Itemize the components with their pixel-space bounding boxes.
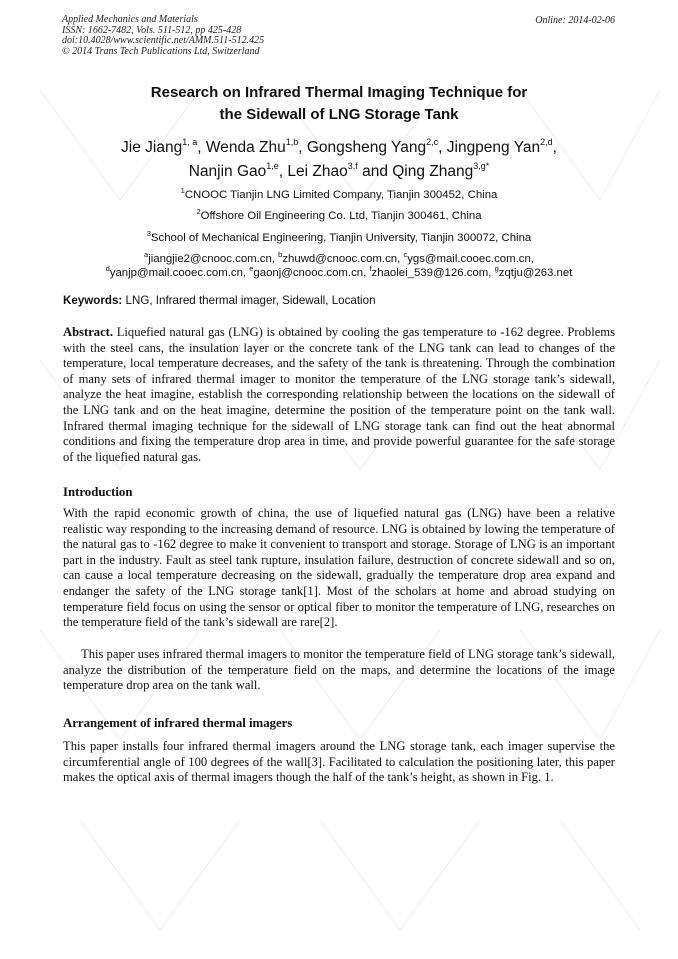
keywords-label: Keywords: — [63, 294, 123, 307]
introduction-paragraph-1: With the rapid economic growth of china, the use of liquefied natural gas (LNG) have been a relative realistic way responding to the increasing demand of resource. LNG is obtained by lowing the temperature of the natural gas to -162 degree to make it convenient to transport and storage. Storage of LNG is an important part in the industry. Fault as steel tank rupture, insulation failure, destruction of concrete sidewall and so on, can cause a local temperature decreasing on the sidewall, gradually the temperature drop area expand and endanger the safety of the LNG storage tank[1]. Most of the scholars at home and abroad studying on temperature field focus on using the sensor or optical fiber to monitor the temperature of LNG, researches on the temperature field of the tank’s sidewall are rare[2]. — [63, 506, 615, 630]
author-name: Qing Zhang — [392, 163, 474, 180]
author-name: Nanjin Gao — [188, 163, 267, 180]
introduction-heading: Introduction — [63, 485, 133, 499]
keywords-text: LNG, Infrared thermal imager, Sidewall, Location — [122, 294, 376, 307]
journal-name: Applied Mechanics and Materials — [62, 14, 198, 25]
email-list — [0, 252, 678, 280]
doi-line: doi:10.4028/www.scientific.net/AMM.511-512.425 — [62, 35, 265, 46]
affiliation-2: $^2$Offshore Oil Engineering Co. Ltd, Tianjin 300461, China — [196, 207, 482, 222]
email-address: zqtju@263.net — [498, 267, 573, 279]
email-address: zhaolei_539@126.com, — [371, 267, 495, 279]
author-affiliation-mark: 1,b — [285, 137, 299, 147]
author-affiliation-mark: 1,e — [266, 161, 279, 171]
abstract-label: Abstract. — [63, 325, 114, 339]
author-line-1: Jie Jiang$^{1, a}$, Wenda Zhu$^{1,b}$, Gongsheng Yang$^{2,c}$, Jingpeng Yan$^{2,d}$, — [121, 137, 557, 156]
copyright-line: © 2014 Trans Tech Publications Ltd, Switzerland — [62, 45, 260, 57]
author-list — [0, 136, 678, 184]
abstract-paragraph — [63, 325, 615, 465]
author-affiliation-mark: 3,g* — [473, 161, 490, 171]
author-affiliation-mark: 1, a — [182, 137, 198, 147]
title-line-1: Research on Infrared Thermal Imaging Technique for — [150, 84, 528, 101]
author-line-2: Nanjin Gao$^{1,e}$, Lei Zhao$^{3,f}$ and Qing Zhang$^{3,g*}$ — [188, 161, 490, 180]
author-name: Jingpeng Yan — [446, 139, 541, 156]
introduction-paragraph-2: This paper uses infrared thermal imagers to monitor the temperature field of LNG storage tank’s sidewall, analyze the distribution of the temperature field on the maps, and determine the locations of the image temperature drop area on the tank wall. — [63, 647, 615, 693]
author-name: Wenda Zhu — [205, 139, 286, 156]
author-affiliation-mark: 3,f — [347, 161, 358, 171]
affiliation-1: $^1$CNOOC Tianjin LNG Limited Company, Tianjin 300452, China — [180, 186, 498, 201]
email-line-1: $^a$jiangjie2@cnooc.com.cn, $^b$zhuwd@cnooc.com.cn, $^c$ygs@mail.cooec.com.cn, — [144, 250, 534, 265]
arrangement-paragraph-1: This paper installs four infrared thermal imagers around the LNG storage tank, each imager supervise the circumferential angle of 100 degrees of the wall[3]. Facilitated to calculation the positioning later, this paper makes the optical axis of thermal imagers though the half of the tank’s height, as shown in Fig. 1. — [63, 739, 615, 785]
arrangement-heading: Arrangement of infrared thermal imagers — [63, 716, 293, 730]
email-address: gaonj@cnooc.com.cn, — [253, 267, 370, 279]
abstract-text: Liquefied natural gas (LNG) is obtained by cooling the gas temperature to -162 degree. Problems with the steel cans, the insulation layer or the concrete tank of the LNG tank can lead to changes of the temperature, local temperature decreases, and the safety of the tank is threatening. Through the combination of many sets of infrared thermal imager to monitor the temperature of the LNG storage tank’s sidewall, analyze the heat imagine, establish the corresponding relationship between the locations on the sidewall of the LNG tank and on the heat imagine, determine the position of the temperature point on the tank wall. Infrared thermal imaging technique for the sidewall of LNG storage tank can find out the heat abnormal conditions and fixing the temperature drop area in time, and provide powerful guarantee for the safe storage of the liquefied natural gas. — [63, 325, 615, 464]
author-name: Gongsheng Yang — [306, 139, 427, 156]
issn-line: ISSN: 1662-7482, Vols. 511-512, pp 425-428 — [62, 24, 242, 36]
author-affiliation-mark: 2,c — [426, 137, 439, 147]
email-address: ygs@mail.cooec.com.cn, — [407, 253, 534, 265]
email-line-2: $^d$yanjp@mail.cooec.com.cn, $^e$gaonj@cnooc.com.cn, $^f$zhaolei_539@126.com, $^g$zqtju@263.net — [105, 264, 573, 279]
paper-title — [0, 82, 678, 126]
author-name: Jie Jiang — [121, 139, 183, 156]
journal-header — [62, 15, 264, 57]
title-line-2: the Sidewall of LNG Storage Tank — [219, 106, 459, 123]
author-name: Lei Zhao — [287, 163, 348, 180]
online-date: Online: 2014-02-06 — [535, 15, 615, 26]
email-address: jiangjie2@cnooc.com.cn, — [148, 253, 279, 265]
email-address: yanjp@mail.cooec.com.cn, — [109, 267, 250, 279]
email-address: zhuwd@cnooc.com.cn, — [282, 253, 404, 265]
affiliation-3: $^3$School of Mechanical Engineering, Tianjin University, Tianjin 300072, China — [146, 229, 532, 244]
keywords-line — [63, 294, 615, 307]
author-affiliation-mark: 2,d — [540, 137, 553, 147]
